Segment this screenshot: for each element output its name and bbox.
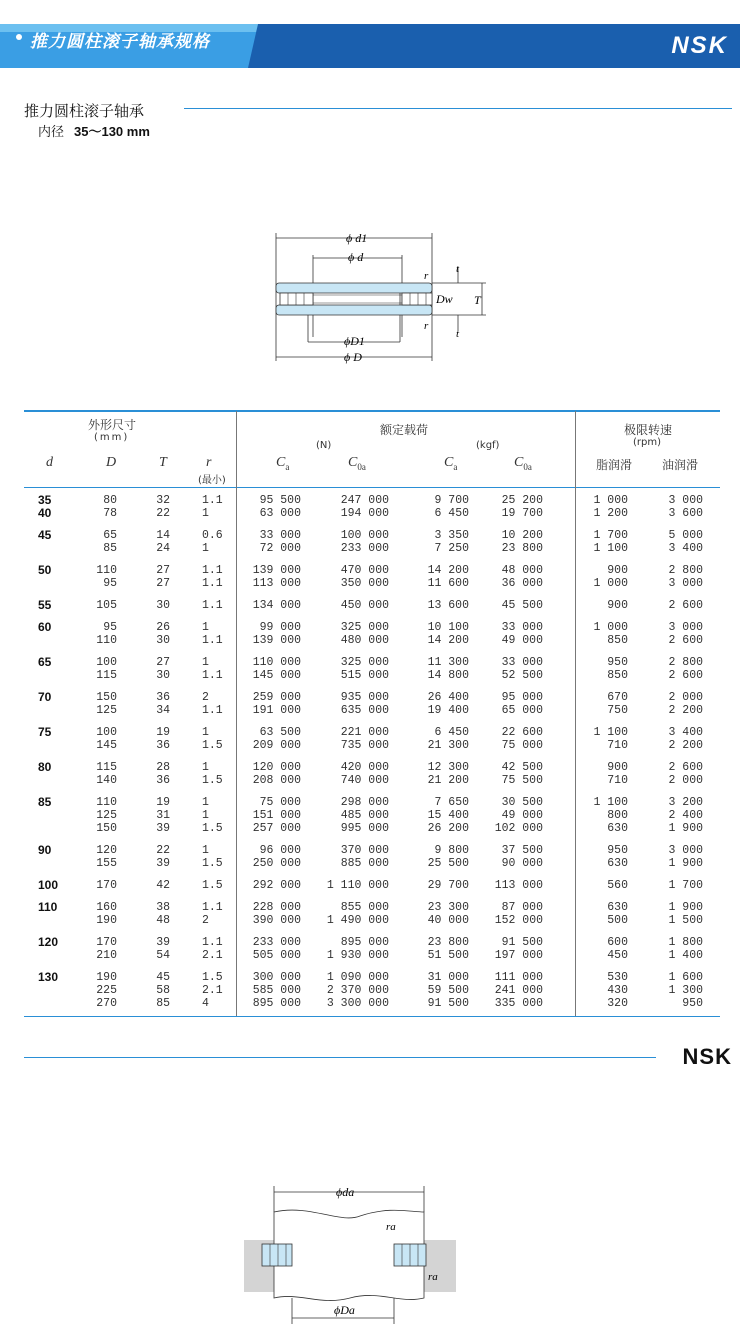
- label-r-top: r: [424, 270, 429, 282]
- cell-g: 950 850: [607, 656, 628, 682]
- cell-o: 3 000 3 600: [668, 494, 703, 520]
- cell-g: 900 710: [607, 761, 628, 787]
- cell-o: 1 900 1 500: [668, 901, 703, 927]
- cell-ca: 134 000: [252, 599, 301, 612]
- cell-ca: 228 000 390 000: [252, 901, 301, 927]
- cell-c0ak: 48 000 36 000: [501, 564, 543, 590]
- cell-D: 95 110: [96, 621, 117, 647]
- header-load: 额定载荷: [380, 423, 429, 437]
- cell-D: 190 225 270: [96, 971, 117, 1010]
- col-c0a-kgf: [514, 455, 532, 472]
- cell-r: 2 1.1: [202, 691, 223, 717]
- cell-o: 1 800 1 400: [668, 936, 703, 962]
- col-ca-n-sub: a: [285, 461, 290, 472]
- bearing-dimension-diagram: [260, 225, 500, 375]
- cell-r: 1.1 1.1: [202, 564, 223, 590]
- cell-c0ak: 95 000 65 000: [501, 691, 543, 717]
- cell-cak: 6 450 21 300: [427, 726, 469, 752]
- cell-o: 5 000 3 400: [668, 529, 703, 555]
- cell-r: 1.5 2.1 4: [202, 971, 223, 1010]
- header-unit-rpm: (rpm): [633, 437, 662, 448]
- cell-cak: 7 650 15 400 26 200: [427, 796, 469, 835]
- bore-d-value: 35 40: [38, 493, 52, 520]
- section-title: 推力圆柱滚子轴承: [24, 102, 145, 120]
- label-t-top: t: [456, 263, 460, 275]
- col-c0a-n-sub: 0a: [357, 461, 366, 472]
- cell-c0a: 1 110 000: [326, 879, 389, 892]
- col-T: T: [159, 455, 167, 470]
- cell-g: 670 750: [607, 691, 628, 717]
- mounting-dimension-diagram: [240, 1180, 460, 1330]
- cell-cak: 31 000 59 500 91 500: [427, 971, 469, 1010]
- cell-g: 900 1 000: [593, 564, 628, 590]
- cell-r: 1.1: [202, 599, 223, 612]
- cell-o: 3 400 2 200: [668, 726, 703, 752]
- col-grease: 脂润滑: [596, 458, 633, 472]
- cell-ca: 99 000 139 000: [252, 621, 301, 647]
- cell-c0ak: 33 000 52 500: [501, 656, 543, 682]
- table-divider-2: [575, 411, 576, 1016]
- cell-r: 1.1 2.1: [202, 936, 223, 962]
- table-bottom-border: [24, 1016, 720, 1017]
- cell-o: 2 000 2 200: [668, 691, 703, 717]
- cell-c0ak: 10 200 23 800: [501, 529, 543, 555]
- cell-o: 3 000 1 900: [668, 844, 703, 870]
- cell-c0a: 420 000 740 000: [340, 761, 389, 787]
- cell-c0a: 450 000: [340, 599, 389, 612]
- cell-c0a: 855 000 1 490 000: [326, 901, 389, 927]
- cell-ca: 120 000 208 000: [252, 761, 301, 787]
- table-divider-1: [236, 411, 237, 1016]
- cell-T: 30: [156, 599, 170, 612]
- cell-T: 39 54: [156, 936, 170, 962]
- col-ca-kgf-label: C: [444, 455, 454, 470]
- cell-o: 2 600 2 000: [668, 761, 703, 787]
- cell-T: 28 36: [156, 761, 170, 787]
- bore-d-value: 60: [38, 620, 52, 634]
- label-t-bottom: t: [456, 328, 460, 340]
- col-c0a-n-label: C: [348, 455, 358, 470]
- cell-cak: 14 200 11 600: [427, 564, 469, 590]
- bore-d-value: 85: [38, 795, 52, 809]
- cell-r: 1.5: [202, 879, 223, 892]
- cell-ca: 95 500 63 000: [259, 494, 301, 520]
- bore-range-value: 35～130 mm: [74, 124, 150, 139]
- cell-c0a: 247 000 194 000: [340, 494, 389, 520]
- label-Da: ϕDa: [334, 1303, 355, 1317]
- bore-d-value: 75: [38, 725, 52, 739]
- section-divider: [184, 108, 732, 109]
- cell-D: 65 85: [103, 529, 117, 555]
- label-ra-top: ra: [386, 1221, 396, 1233]
- bore-d-value: 120: [38, 935, 59, 949]
- cell-T: 38 48: [156, 901, 170, 927]
- cell-T: 36 34: [156, 691, 170, 717]
- cell-o: 3 000 2 600: [668, 621, 703, 647]
- cell-T: 27 27: [156, 564, 170, 590]
- cell-ca: 110 000 145 000: [252, 656, 301, 682]
- cell-cak: 23 300 40 000: [427, 901, 469, 927]
- label-D1: ϕD1: [344, 334, 365, 348]
- cell-r: 1 1.1: [202, 656, 223, 682]
- cell-cak: 10 100 14 200: [427, 621, 469, 647]
- cell-o: 1 700: [668, 879, 703, 892]
- cell-o: 3 200 2 400 1 900: [668, 796, 703, 835]
- cell-g: 1 700 1 100: [593, 529, 628, 555]
- cell-r: 0.6 1: [202, 529, 223, 555]
- cell-g: 1 100 800 630: [593, 796, 628, 835]
- cell-cak: 29 700: [427, 879, 469, 892]
- header-unit-kgf: (kgf): [476, 440, 500, 451]
- cell-D: 110 125 150: [96, 796, 117, 835]
- col-ca-kgf-sub: a: [453, 461, 458, 472]
- cell-g: 530 430 320: [607, 971, 628, 1010]
- cell-ca: 233 000 505 000: [252, 936, 301, 962]
- cell-r: 1 1 1.5: [202, 796, 223, 835]
- cell-c0a: 935 000 635 000: [340, 691, 389, 717]
- cell-D: 105: [96, 599, 117, 612]
- cell-c0ak: 87 000 152 000: [494, 901, 543, 927]
- table-header-border: [24, 487, 720, 488]
- cell-D: 115 140: [96, 761, 117, 787]
- nsk-logo: NSK: [671, 32, 728, 59]
- col-ca-n-label: C: [276, 455, 286, 470]
- cell-r: 1 1.5: [202, 726, 223, 752]
- bore-d-value: 100: [38, 878, 59, 892]
- cell-c0ak: 45 500: [501, 599, 543, 612]
- bore-d-value: 90: [38, 843, 52, 857]
- cell-D: 100 115: [96, 656, 117, 682]
- header-dims: 外形尺寸: [88, 418, 137, 432]
- cell-g: 900: [607, 599, 628, 612]
- cell-T: 27 30: [156, 656, 170, 682]
- cell-g: 560: [607, 879, 628, 892]
- cell-T: 45 58 85: [156, 971, 170, 1010]
- footer-divider: [24, 1057, 656, 1058]
- banner-title: 推力圆柱滚子轴承规格: [30, 32, 210, 52]
- label-d1: ϕ d1: [346, 231, 368, 245]
- cell-g: 1 100 710: [593, 726, 628, 752]
- col-ca-n: [276, 455, 289, 472]
- cell-g: 600 450: [607, 936, 628, 962]
- bore-d-value: 45: [38, 528, 52, 542]
- col-c0a-kgf-sub: 0a: [523, 461, 532, 472]
- cell-T: 42: [156, 879, 170, 892]
- cell-c0a: 325 000 515 000: [340, 656, 389, 682]
- cell-o: 1 600 1 300 950: [668, 971, 703, 1010]
- cell-c0a: 221 000 735 000: [340, 726, 389, 752]
- cell-ca: 139 000 113 000: [252, 564, 301, 590]
- col-D: D: [106, 455, 117, 470]
- cell-c0ak: 22 600 75 000: [501, 726, 543, 752]
- cell-T: 19 36: [156, 726, 170, 752]
- label-da: ϕda: [336, 1185, 355, 1199]
- cell-c0a: 1 090 000 2 370 000 3 300 000: [326, 971, 389, 1010]
- cell-T: 19 31 39: [156, 796, 170, 835]
- col-ca-kgf: [444, 455, 457, 472]
- bore-d-value: 55: [38, 598, 52, 612]
- bore-range: [38, 121, 150, 140]
- cell-o: 2 800 3 000: [668, 564, 703, 590]
- cell-g: 950 630: [607, 844, 628, 870]
- label-dw: Dw: [436, 292, 453, 306]
- bore-d-value: 50: [38, 563, 52, 577]
- col-c0a-kgf-label: C: [514, 455, 524, 470]
- cell-T: 14 24: [156, 529, 170, 555]
- cell-ca: 96 000 250 000: [252, 844, 301, 870]
- cell-o: 2 800 2 600: [668, 656, 703, 682]
- header-dims-unit: (mm): [94, 432, 130, 443]
- cell-cak: 11 300 14 800: [427, 656, 469, 682]
- cell-D: 120 155: [96, 844, 117, 870]
- cell-cak: 26 400 19 400: [427, 691, 469, 717]
- cell-c0ak: 25 200 19 700: [501, 494, 543, 520]
- cell-cak: 9 800 25 500: [427, 844, 469, 870]
- cell-ca: 33 000 72 000: [259, 529, 301, 555]
- cell-r: 1.1 1: [202, 494, 223, 520]
- label-T: T: [474, 293, 481, 307]
- cell-c0a: 470 000 350 000: [340, 564, 389, 590]
- header-unit-n: (N): [316, 440, 332, 451]
- cell-c0ak: 37 500 90 000: [501, 844, 543, 870]
- cell-ca: 75 000 151 000 257 000: [252, 796, 301, 835]
- cell-c0a: 325 000 480 000: [340, 621, 389, 647]
- cell-c0a: 370 000 885 000: [340, 844, 389, 870]
- cell-r: 1 1.5: [202, 761, 223, 787]
- cell-c0a: 298 000 485 000 995 000: [340, 796, 389, 835]
- cell-cak: 12 300 21 200: [427, 761, 469, 787]
- cell-T: 22 39: [156, 844, 170, 870]
- cell-r: 1.1 2: [202, 901, 223, 927]
- cell-c0ak: 113 000: [494, 879, 543, 892]
- bullet-icon: [16, 34, 22, 40]
- cell-D: 170 210: [96, 936, 117, 962]
- cell-c0ak: 91 500 197 000: [494, 936, 543, 962]
- cell-D: 160 190: [96, 901, 117, 927]
- cell-ca: 300 000 585 000 895 000: [252, 971, 301, 1010]
- bore-d-value: 65: [38, 655, 52, 669]
- cell-cak: 13 600: [427, 599, 469, 612]
- cell-D: 80 78: [103, 494, 117, 520]
- bore-d-value: 80: [38, 760, 52, 774]
- col-r: r: [206, 455, 212, 470]
- cell-D: 100 145: [96, 726, 117, 752]
- cell-cak: 23 800 51 500: [427, 936, 469, 962]
- cell-c0ak: 111 000 241 000 335 000: [494, 971, 543, 1010]
- cell-c0ak: 33 000 49 000: [501, 621, 543, 647]
- cell-r: 1 1.1: [202, 621, 223, 647]
- label-d: ϕ d: [348, 250, 364, 264]
- cell-c0a: 895 000 1 930 000: [326, 936, 389, 962]
- cell-c0ak: 42 500 75 500: [501, 761, 543, 787]
- col-oil: 油润滑: [662, 458, 699, 472]
- cell-r: 1 1.5: [202, 844, 223, 870]
- cell-o: 2 600: [668, 599, 703, 612]
- cell-cak: 9 700 6 450: [434, 494, 469, 520]
- cell-c0ak: 30 500 49 000 102 000: [494, 796, 543, 835]
- cell-ca: 63 500 209 000: [252, 726, 301, 752]
- cell-D: 110 95: [96, 564, 117, 590]
- cell-cak: 3 350 7 250: [434, 529, 469, 555]
- nsk-footer-logo: NSK: [682, 1044, 732, 1069]
- cell-D: 150 125: [96, 691, 117, 717]
- cell-D: 170: [96, 879, 117, 892]
- col-r-note: (最小): [198, 475, 226, 486]
- col-c0a-n: [348, 455, 366, 472]
- label-ra-right: ra: [428, 1271, 438, 1283]
- bore-range-label: 内径: [38, 125, 65, 140]
- cell-g: 1 000 850: [593, 621, 628, 647]
- cell-g: 1 000 1 200: [593, 494, 628, 520]
- cell-g: 630 500: [607, 901, 628, 927]
- cell-T: 26 30: [156, 621, 170, 647]
- bore-d-value: 130: [38, 970, 59, 984]
- table-top-border: [24, 410, 720, 412]
- cell-T: 32 22: [156, 494, 170, 520]
- bore-d-value: 110: [38, 900, 58, 914]
- col-d: d: [46, 455, 53, 470]
- header-speed: 极限转速: [624, 423, 673, 437]
- cell-ca: 259 000 191 000: [252, 691, 301, 717]
- label-D: ϕ D: [344, 350, 362, 364]
- bore-d-value: 70: [38, 690, 52, 704]
- cell-c0a: 100 000 233 000: [340, 529, 389, 555]
- cell-ca: 292 000: [252, 879, 301, 892]
- label-r-bottom: r: [424, 320, 429, 332]
